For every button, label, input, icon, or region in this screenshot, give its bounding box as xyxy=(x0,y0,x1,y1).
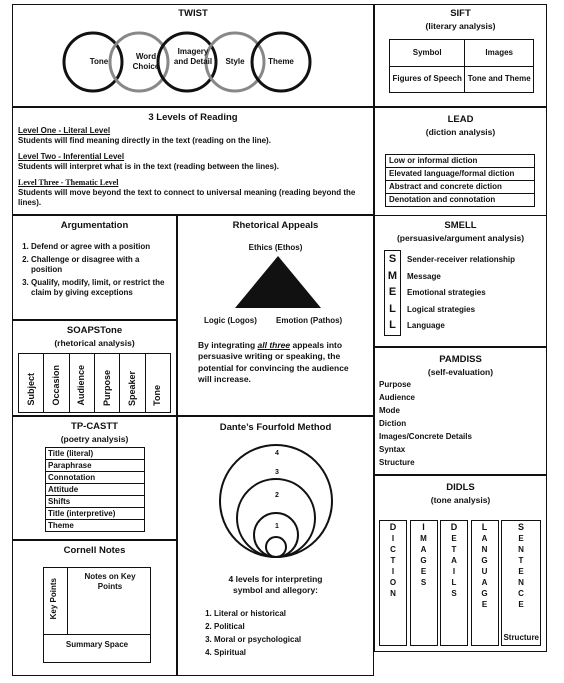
didls-footer: Structure xyxy=(503,633,539,642)
twist-word-choice: Word Choice xyxy=(132,52,160,71)
didls-column: I M A G E S xyxy=(410,520,438,646)
sift-table xyxy=(389,39,534,93)
smell-row: L Language xyxy=(389,319,445,332)
dante-level-3: 3 xyxy=(275,469,279,476)
didls-column: L A N G U A G E xyxy=(471,520,499,646)
pamdiss-item: Audience xyxy=(379,393,416,402)
pamdiss-item: Mode xyxy=(379,406,400,415)
rhetorical-triangle xyxy=(233,254,323,310)
lead-row: Abstract and concrete diction xyxy=(386,181,535,194)
didls-column: D E T A I L S xyxy=(440,520,468,646)
pamdiss-item: Diction xyxy=(379,419,407,428)
twist-title: TWIST xyxy=(178,8,208,19)
lead-row: Denotation and connotation xyxy=(386,194,535,207)
smell-subtitle: (persuasive/argument analysis) xyxy=(396,233,525,243)
sift-cell: Symbol xyxy=(390,40,465,67)
didls-title: DIDLS xyxy=(446,482,475,493)
pamdiss-item: Structure xyxy=(379,458,415,467)
tpcastt-row: Title (literal) xyxy=(46,448,145,460)
logos-label: Logic (Logos) xyxy=(204,316,257,325)
level-one-text: Students will find meaning directly in the text (reading on the line). xyxy=(18,136,271,145)
cornell-title: Cornell Notes xyxy=(63,545,126,556)
soapstone-column: Subject xyxy=(25,373,36,406)
argumentation-title: Argumentation xyxy=(60,220,129,231)
smell-row: E Emotional strategies xyxy=(388,286,486,299)
tpcastt-row: Attitude xyxy=(46,484,145,496)
rhetorical-appeals-section xyxy=(177,215,374,416)
dante-item: 1. Literal or historical xyxy=(214,609,301,619)
dante-item: 4. Spiritual xyxy=(214,648,301,658)
dante-caption: 4 levels for interpreting symbol and allegory: xyxy=(228,574,323,595)
dante-section xyxy=(177,416,374,676)
tpcastt-table xyxy=(45,447,145,532)
didls-subtitle: (tone analysis) xyxy=(430,495,491,505)
soapstone-title: SOAPSTone xyxy=(66,325,123,336)
cornell-notes-section xyxy=(12,540,177,676)
smell-section xyxy=(374,215,547,347)
cornell-keypoints-label: Key Points xyxy=(49,578,58,620)
smell-row: S Sender-receiver relationship xyxy=(388,253,516,266)
dante-list xyxy=(214,609,301,661)
soapstone-column: Tone xyxy=(152,385,163,406)
pamdiss-section xyxy=(374,347,547,475)
didls-column: S E N T E N C E xyxy=(501,520,541,646)
soapstone-subtitle: (rhetorical analysis) xyxy=(54,338,135,348)
lead-table xyxy=(385,154,535,207)
smell-title: SMELL xyxy=(444,220,477,231)
level-two-text: Students will interpret what is in the text (reading between the lines). xyxy=(18,162,279,171)
pamdiss-title: PAMDISS xyxy=(439,354,482,365)
sift-title: SIFT xyxy=(450,8,471,19)
tpcastt-row: Paraphrase xyxy=(46,460,145,472)
pamdiss-item: Syntax xyxy=(379,445,406,454)
twist-tone: Tone xyxy=(89,57,109,66)
level-one-heading: Level One - Literal Level xyxy=(18,126,111,135)
level-three-heading: Level Three - Thematic Level xyxy=(18,178,119,187)
pamdiss-list xyxy=(379,380,472,471)
twist-theme: Theme xyxy=(268,57,294,66)
cornell-summary-label: Summary Space xyxy=(65,640,129,649)
twist-style: Style xyxy=(225,57,245,66)
pamdiss-item: Images/Concrete Details xyxy=(379,432,472,441)
soapstone-section xyxy=(12,320,177,416)
soapstone-column: Audience xyxy=(76,365,87,406)
dante-item: 2. Political xyxy=(214,622,301,632)
sift-cell: Images xyxy=(465,40,534,67)
levels-of-reading-section xyxy=(12,107,374,215)
dante-level-2: 2 xyxy=(275,492,279,499)
pamdiss-subtitle: (self-evaluation) xyxy=(427,367,494,377)
levels-title: 3 Levels of Reading xyxy=(148,112,238,123)
tpcastt-row: Theme xyxy=(46,520,145,532)
sift-subtitle: (literary analysis) xyxy=(425,21,496,31)
dante-level-1: 1 xyxy=(275,523,279,530)
didls-section xyxy=(374,475,547,652)
pathos-label: Emotion (Pathos) xyxy=(276,316,343,325)
sift-cell: Tone and Theme xyxy=(465,66,534,93)
tpcastt-row: Title (interpretive) xyxy=(46,508,145,520)
cornell-notes-label: Notes on Key Points xyxy=(84,572,136,591)
lead-title: LEAD xyxy=(447,114,474,125)
reading-strategies-sheet xyxy=(12,4,547,676)
rhetorical-title: Rhetorical Appeals xyxy=(232,220,319,231)
level-three-text: Students will move beyond the text to connect to universal meaning (reading beyond the lines). xyxy=(18,188,356,207)
tpcastt-section xyxy=(12,416,177,540)
argumentation-item: 1. Defend or agree with a position xyxy=(31,242,170,252)
lead-row: Elevated language/formal diction xyxy=(386,168,535,181)
didls-columns xyxy=(379,520,541,646)
dante-title: Dante’s Fourfold Method xyxy=(219,422,332,433)
dante-item: 3. Moral or psychological xyxy=(214,635,301,645)
tpcastt-row: Connotation xyxy=(46,472,145,484)
argumentation-list xyxy=(31,242,170,301)
tpcastt-title: TP-CASTT xyxy=(71,421,118,432)
soapstone-column: Purpose xyxy=(101,369,112,406)
argumentation-item: 3. Qualify, modify, limit, or restrict the claim by giving exceptions xyxy=(31,278,170,298)
didls-column: D I C T I O N xyxy=(379,520,407,646)
smell-row: L Logical strategies xyxy=(389,302,476,315)
argumentation-item: 2. Challenge or disagree with a position xyxy=(31,255,170,275)
argumentation-section xyxy=(12,215,177,320)
dante-level-4: 4 xyxy=(275,450,279,457)
lead-row: Low or informal diction xyxy=(386,155,535,168)
twist-section xyxy=(12,4,374,107)
sift-section xyxy=(374,4,547,107)
cornell-diagram xyxy=(43,567,151,663)
levels-list xyxy=(18,126,367,208)
pamdiss-item: Purpose xyxy=(379,380,412,389)
smell-rows xyxy=(384,252,542,335)
rhetorical-description: By integrating all three appeals into persuasive writing or speaking, the potential for convincing the audience will increase. xyxy=(198,340,349,385)
lead-subtitle: (diction analysis) xyxy=(425,127,496,137)
tpcastt-subtitle: (poetry analysis) xyxy=(60,434,129,444)
tpcastt-row: Shifts xyxy=(46,496,145,508)
soapstone-table xyxy=(18,353,171,413)
twist-imagery: Imagery and Detail xyxy=(173,47,213,66)
smell-row: M Message xyxy=(387,269,441,282)
soapstone-column: Speaker xyxy=(126,370,137,406)
sift-cell: Figures of Speech xyxy=(390,66,465,93)
ethos-label: Ethics (Ethos) xyxy=(248,243,303,252)
level-two-heading: Level Two - Inferential Level xyxy=(18,152,125,161)
soapstone-column: Occasion xyxy=(50,365,61,406)
